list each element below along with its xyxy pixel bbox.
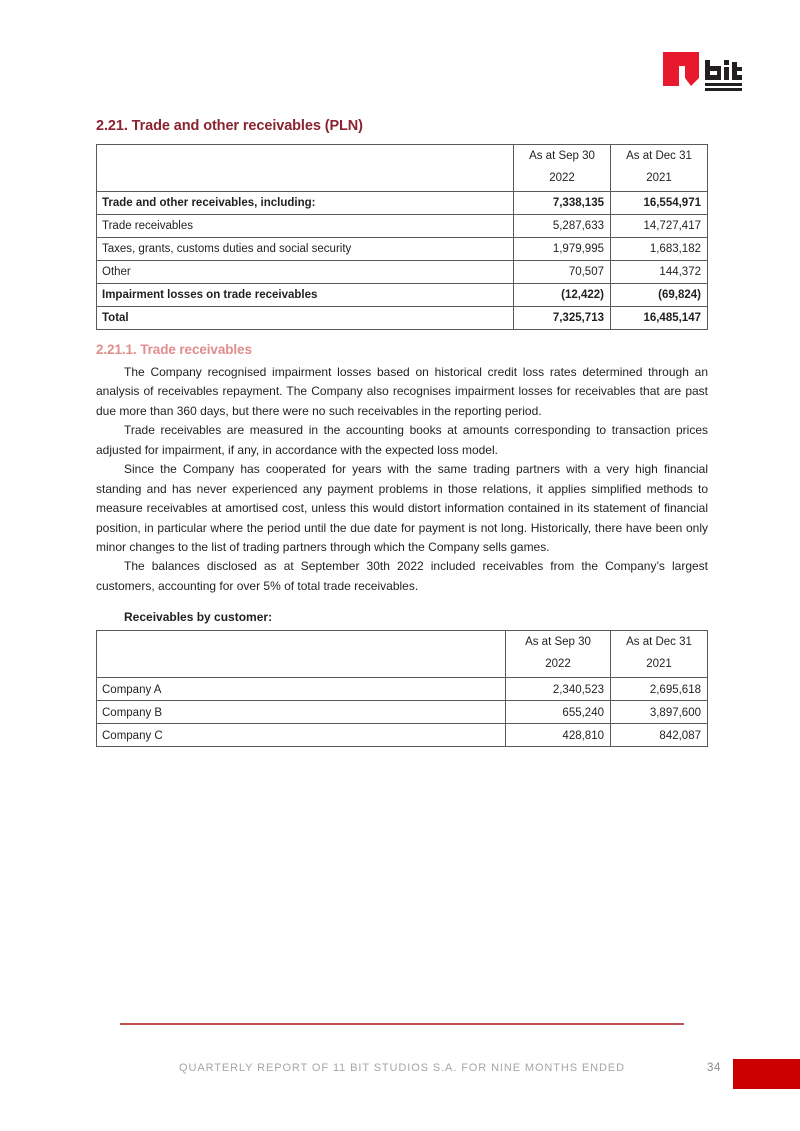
table-row	[97, 701, 708, 724]
row-value-2021: 16,554,971	[611, 192, 708, 215]
row-value-2022: 7,338,135	[514, 192, 611, 215]
subsection-title: 2.21.1. Trade receivables	[96, 342, 252, 357]
paragraph-1: The Company recognised impairment losses based on historical credit loss rates determined through an analysis of receivables repayment. The Company also recognises impairment losses for receivables that are past due more than 360 days, but there were no such receivables in the reporting period.	[96, 365, 708, 418]
table-header-row	[97, 145, 708, 192]
row-label: Other	[97, 261, 514, 284]
row-value-2021: 2,695,618	[611, 678, 708, 701]
header-line2: 2021	[646, 171, 672, 184]
header-cell-blank	[97, 631, 506, 678]
row-value-2021: 144,372	[611, 261, 708, 284]
page-number: 34	[707, 1062, 721, 1074]
table-header-row	[97, 631, 708, 678]
row-value-2021: 3,897,600	[611, 701, 708, 724]
row-value-2021: (69,824)	[611, 284, 708, 307]
table-row	[97, 192, 708, 215]
row-label: Trade and other receivables, including:	[97, 192, 514, 215]
receivables-by-customer-table	[96, 630, 708, 747]
row-value-2021: 16,485,147	[611, 307, 708, 330]
row-value-2021: 842,087	[611, 724, 708, 747]
header-line2: 2021	[646, 657, 672, 670]
row-label: Company B	[97, 701, 506, 724]
paragraph-4: The balances disclosed as at September 30th 2022 included receivables from the Company’s largest customers, accounting for over 5% of total trade receivables.	[96, 559, 708, 593]
row-value-2021: 14,727,417	[611, 215, 708, 238]
customer-table-caption: Receivables by customer:	[124, 610, 273, 625]
footer-divider	[120, 1023, 684, 1025]
header-cell-dec31-2021	[611, 631, 708, 678]
page-title: 2.21. Trade and other receivables (PLN)	[96, 118, 363, 134]
header-cell-blank	[97, 145, 514, 192]
table-row-total	[97, 307, 708, 330]
table-row	[97, 238, 708, 261]
row-value-2022: 7,325,713	[514, 307, 611, 330]
header-line1: As at Sep 30	[529, 150, 595, 162]
footer-red-block	[733, 1059, 800, 1089]
page-content	[96, 118, 708, 747]
row-value-2021: 1,683,182	[611, 238, 708, 261]
row-label: Taxes, grants, customs duties and social security	[97, 238, 514, 261]
header-cell-dec31-2021	[611, 145, 708, 192]
header-line1: As at Dec 31	[626, 636, 692, 649]
header-line2: 2022	[549, 171, 575, 184]
header-line1: As at Dec 31	[626, 150, 692, 162]
company-logo	[655, 48, 747, 96]
row-label: Trade receivables	[97, 215, 514, 238]
table-row	[97, 678, 708, 701]
row-value-2022: 70,507	[514, 261, 611, 284]
table-row	[97, 724, 708, 747]
table-row	[97, 215, 708, 238]
row-label: Company A	[97, 678, 506, 701]
row-value-2022: 1,979,995	[514, 238, 611, 261]
row-value-2022: 428,810	[506, 724, 611, 747]
logo-red-tick	[663, 72, 671, 86]
header-cell-sep30-2022	[506, 631, 611, 678]
logo-mark-icon	[655, 48, 747, 96]
row-label: Total	[97, 307, 514, 330]
paragraph-3: Since the Company has cooperated for years with the same trading partners with a very high financial standing and has never experienced any payment problems in those relations, it applies simplified methods to measure receivables at amortised cost, unless this would distort information contained in its statement of financial position, in particular where the period until the due date for payment is not long. Historically, there have been only minor changes to the list of trading partners through which the Company sells games.	[96, 462, 708, 554]
header-line1: As at Sep 30	[525, 636, 591, 649]
header-cell-sep30-2022	[514, 145, 611, 192]
trade-and-other-receivables-table	[96, 144, 708, 330]
footer-text: QUARTERLY REPORT OF 11 BIT STUDIOS S.A. FOR NINE MONTHS ENDED	[179, 1062, 625, 1074]
row-value-2022: 655,240	[506, 701, 611, 724]
table-row	[97, 284, 708, 307]
logo-studios-wordmark	[705, 83, 742, 91]
row-value-2022: (12,422)	[514, 284, 611, 307]
row-value-2022: 5,287,633	[514, 215, 611, 238]
header-line2: 2022	[545, 657, 571, 670]
row-value-2022: 2,340,523	[506, 678, 611, 701]
table-row	[97, 261, 708, 284]
row-label: Impairment losses on trade receivables	[97, 284, 514, 307]
paragraph-2: Trade receivables are measured in the accounting books at amounts corresponding to transaction prices adjusted for impairment, if any, in accordance with the expected loss model.	[96, 423, 708, 457]
row-label: Company C	[97, 724, 506, 747]
logo-bit-wordmark	[705, 60, 742, 80]
